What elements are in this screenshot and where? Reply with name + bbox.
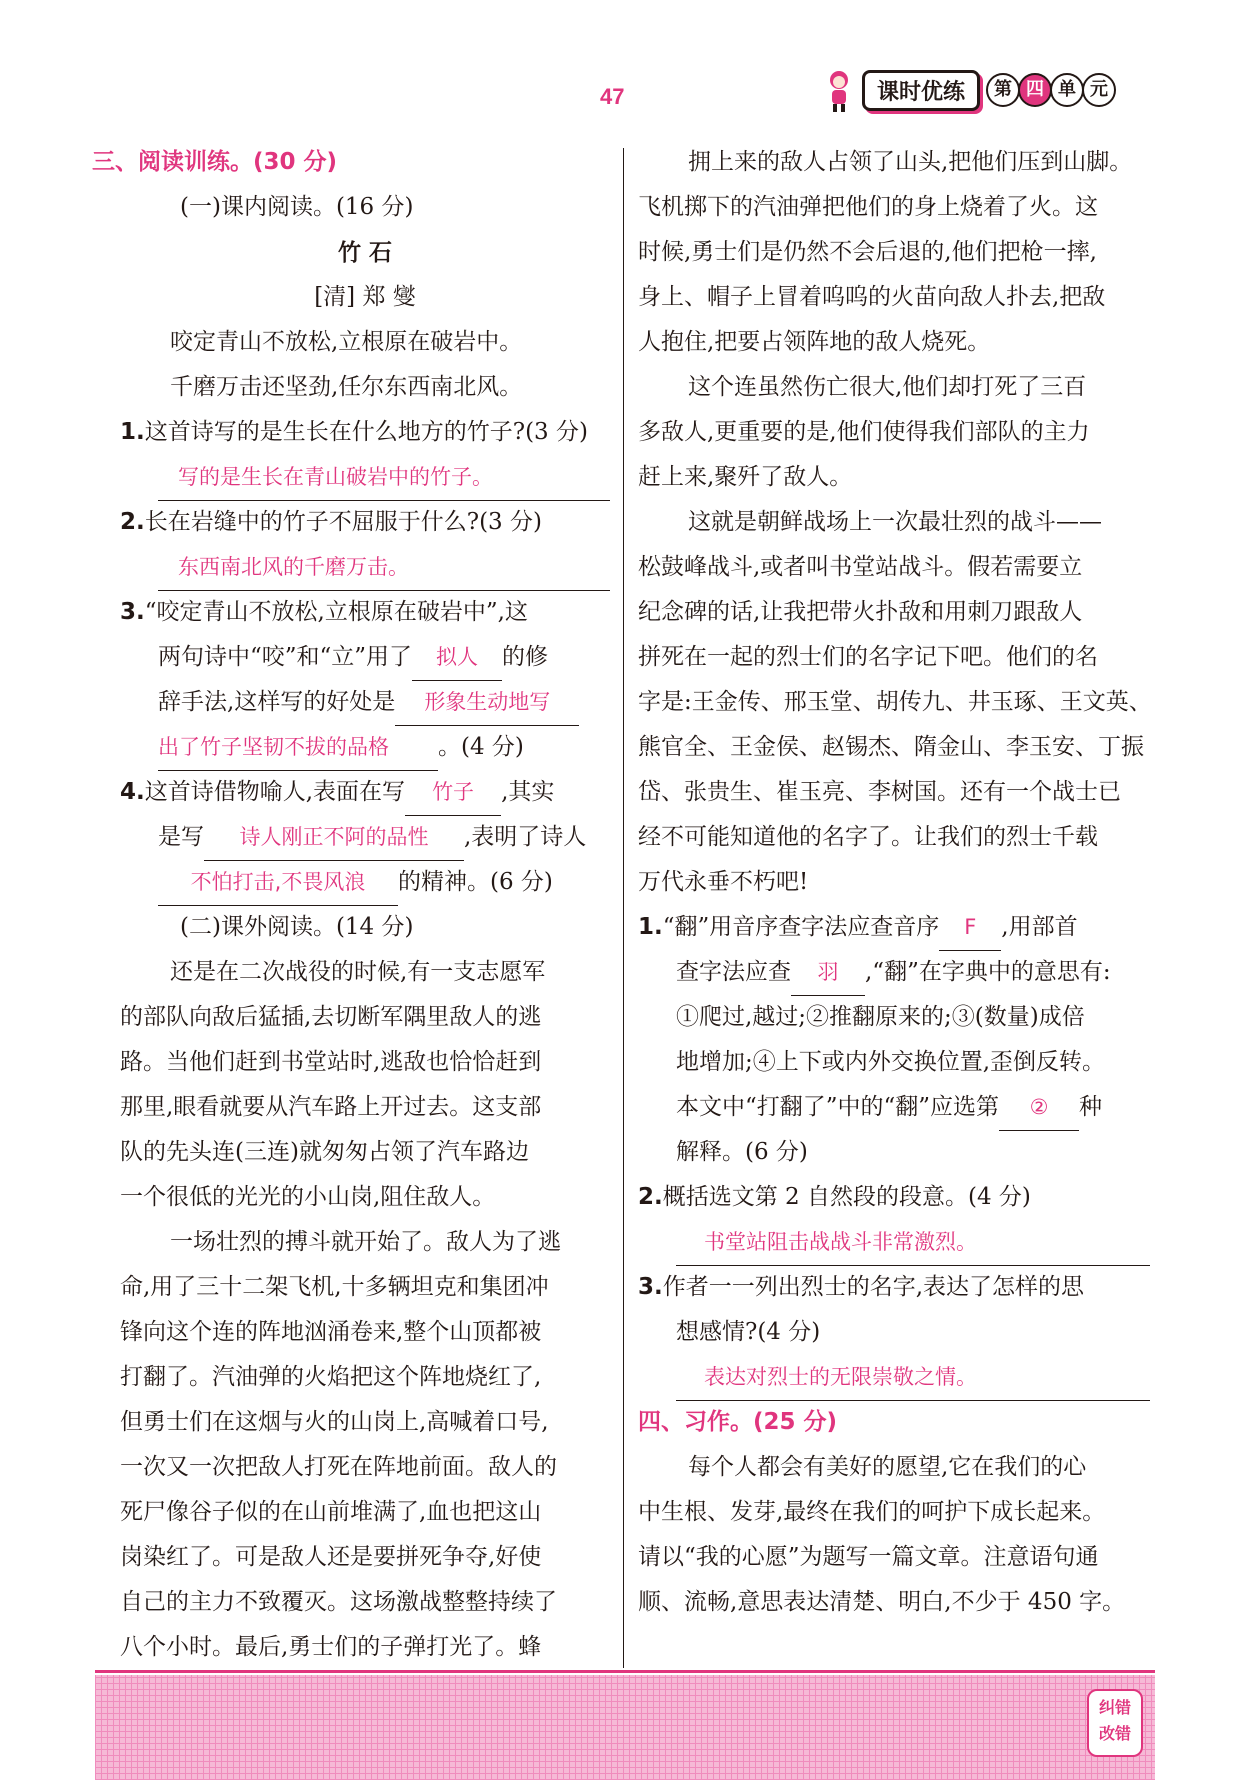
section4-title: 四、习作。(25 分) bbox=[638, 1409, 838, 1435]
unit-char: 单 bbox=[1050, 73, 1084, 107]
answer-2[interactable]: 东西南北风的千磨万击。 bbox=[158, 545, 610, 591]
question-text: “咬定青山不放松,立根原在破岩中”,这 bbox=[144, 599, 528, 625]
unit-char: 第 bbox=[986, 73, 1020, 107]
answer-blank[interactable]: 不怕打击,不畏风浪 bbox=[158, 860, 398, 906]
question-text: 辞手法,这样写的好处是 bbox=[158, 689, 396, 715]
part2-title: (二)课外阅读。(14 分) bbox=[180, 914, 414, 940]
passage-line: 身上、帽子上冒着呜呜的火苗向敌人扑去,把敌 bbox=[638, 284, 1106, 310]
writing-prompt-line: 顺、流畅,意思表达清楚、明白,不少于 450 字。 bbox=[638, 1589, 1126, 1615]
passage-line: 纪念碑的话,让我把带火扑敌和用刺刀跟敌人 bbox=[638, 599, 1083, 625]
column-divider bbox=[623, 148, 624, 1668]
passage-line: 但勇士们在这烟与火的山岗上,高喊着口号, bbox=[120, 1409, 549, 1435]
passage-line: 八个小时。最后,勇士们的子弹打光了。蜂 bbox=[120, 1634, 542, 1660]
passage-line: 拼死在一起的烈士们的名字记下吧。他们的名 bbox=[638, 644, 1098, 670]
question-text: “翻”用音序查字法应查音序 bbox=[662, 914, 940, 940]
answer-rq2[interactable]: 书堂站阻击战战斗非常激烈。 bbox=[676, 1220, 1150, 1266]
question-4 bbox=[120, 770, 610, 815]
question-text: 作者一一列出烈士的名字,表达了怎样的思 bbox=[662, 1274, 1085, 1300]
part1-title: (一)课内阅读。(16 分) bbox=[180, 194, 414, 220]
passage-line: 打翻了。汽油弹的火焰把这个阵地烧红了, bbox=[120, 1364, 542, 1390]
answer-blank[interactable]: 形象生动地写 bbox=[395, 680, 579, 726]
passage-line: 松鼓峰战斗,或者叫书堂站战斗。假若需要立 bbox=[638, 554, 1083, 580]
question-3 bbox=[120, 590, 610, 635]
passage-line: 熊官全、王金侯、赵锡杰、隋金山、李玉安、丁振 bbox=[638, 734, 1144, 760]
passage-line: 这个连虽然伤亡很大,他们却打死了三百 bbox=[688, 374, 1087, 400]
writing-prompt-line: 请以“我的心愿”为题写一篇文章。注意语句通 bbox=[638, 1544, 1099, 1570]
question-number: 2. bbox=[120, 509, 145, 535]
poem-author: [清] 郑 燮 bbox=[314, 284, 416, 310]
question-text: 的精神。(6 分) bbox=[398, 869, 553, 895]
passage-right bbox=[638, 140, 1150, 905]
question-text: 。(4 分) bbox=[438, 734, 524, 760]
passage-line: 飞机掷下的汽油弹把他们的身上烧着了火。这 bbox=[638, 194, 1098, 220]
passage-line: 字是:王金传、邢玉堂、胡传九、井玉琢、王文英、 bbox=[638, 689, 1152, 715]
question-text: ,“翻”在字典中的意思有: bbox=[865, 959, 1111, 985]
question-number: 3. bbox=[120, 599, 145, 625]
passage-line: 那里,眼看就要从汽车路上开过去。这支部 bbox=[120, 1094, 542, 1120]
passage-line: 万代永垂不朽吧! bbox=[638, 869, 809, 895]
answer-blank[interactable]: 拟人 bbox=[412, 635, 502, 681]
question-text: ,其实 bbox=[501, 779, 555, 805]
question-number: 1. bbox=[638, 914, 663, 940]
question-text: ①爬过,越过;②推翻原来的;③(数量)成倍 bbox=[676, 1004, 1085, 1030]
question-2 bbox=[120, 500, 610, 545]
question-text: 解释。(6 分) bbox=[676, 1139, 808, 1165]
passage-line: 经不可能知道他的名字了。让我们的烈士千载 bbox=[638, 824, 1098, 850]
footer-rule bbox=[95, 1670, 1155, 1673]
question-text: ,表明了诗人 bbox=[464, 824, 587, 850]
passage-line: 还是在二次战役的时候,有一支志愿军 bbox=[170, 959, 546, 985]
right-column bbox=[638, 140, 1150, 1625]
correction-stamp bbox=[1087, 1689, 1143, 1757]
unit-char: 四 bbox=[1018, 73, 1052, 107]
writing-prompt-line: 中生根、发芽,最终在我们的呵护下成长起来。 bbox=[638, 1499, 1106, 1525]
passage-line: 锋向这个连的阵地汹涌卷来,整个山顶都被 bbox=[120, 1319, 542, 1345]
writing-prompt-line: 每个人都会有美好的愿望,它在我们的心 bbox=[688, 1454, 1087, 1480]
question-text: 这首诗借物喻人,表面在写 bbox=[144, 779, 406, 805]
passage-line: 自己的主力不致覆灭。这场激战整整持续了 bbox=[120, 1589, 557, 1615]
question-text: 是写 bbox=[158, 824, 204, 850]
passage-line: 的部队向敌后猛插,去切断军隅里敌人的逃 bbox=[120, 1004, 542, 1030]
cartoon-girl-icon bbox=[820, 68, 858, 112]
question-number: 2. bbox=[638, 1184, 663, 1210]
question-1 bbox=[120, 410, 610, 455]
question-text: 想感情?(4 分) bbox=[676, 1319, 821, 1345]
passage-line: 拥上来的敌人占领了山头,把他们压到山脚。 bbox=[688, 149, 1133, 175]
question-text: 概括选文第 2 自然段的段意。(4 分) bbox=[662, 1184, 1031, 1210]
answer-blank[interactable]: 竹子 bbox=[405, 770, 501, 816]
passage-line: 一个很低的光光的小山岗,阻住敌人。 bbox=[120, 1184, 496, 1210]
question-number: 1. bbox=[120, 419, 145, 445]
passage-line: 岗染红了。可是敌人还是要拼死争夺,好使 bbox=[120, 1544, 542, 1570]
reading-question-1 bbox=[638, 905, 1150, 950]
poem-title: 竹 石 bbox=[337, 239, 392, 266]
passage-left bbox=[120, 950, 610, 1670]
question-text: 两句诗中“咬”和“立”用了 bbox=[158, 644, 413, 670]
page-number: 47 bbox=[600, 84, 625, 109]
question-text: 查字法应查 bbox=[676, 959, 791, 985]
passage-line: 人抱住,把要占领阵地的敌人烧死。 bbox=[638, 329, 991, 355]
reading-question-2 bbox=[638, 1175, 1150, 1220]
question-text: ,用部首 bbox=[1001, 914, 1078, 940]
passage-line: 赶上来,聚歼了敌人。 bbox=[638, 464, 853, 490]
series-banner bbox=[820, 68, 1116, 112]
passage-line: 死尸像谷子似的在山前堆满了,血也把这山 bbox=[120, 1499, 542, 1525]
stamp-text: 改错 bbox=[1098, 1724, 1131, 1743]
answer-blank[interactable]: 羽 bbox=[791, 950, 865, 996]
stamp-text: 纠错 bbox=[1098, 1698, 1131, 1717]
passage-line: 多敌人,更重要的是,他们使得我们部队的主力 bbox=[638, 419, 1090, 445]
question-number: 3. bbox=[638, 1274, 663, 1300]
answer-blank[interactable]: 诗人刚正不阿的品性 bbox=[204, 815, 464, 861]
passage-line: 队的先头连(三连)就匆匆占领了汽车路边 bbox=[120, 1139, 529, 1165]
passage-line: 这就是朝鲜战场上一次最壮烈的战斗—— bbox=[688, 509, 1102, 535]
footer-grid bbox=[95, 1675, 1155, 1780]
question-text: 本文中“打翻了”中的“翻”应选第 bbox=[676, 1094, 1000, 1120]
answer-blank[interactable]: 出了竹子坚韧不拔的品格 bbox=[158, 725, 438, 771]
answer-blank[interactable]: F bbox=[939, 905, 1001, 951]
left-column bbox=[92, 140, 610, 1670]
unit-label bbox=[988, 73, 1116, 107]
section3-title: 三、阅读训练。(30 分) bbox=[92, 149, 338, 175]
question-text: 的修 bbox=[502, 644, 549, 670]
answer-rq3[interactable]: 表达对烈士的无限崇敬之情。 bbox=[676, 1355, 1150, 1401]
passage-line: 一次又一次把敌人打死在阵地前面。敌人的 bbox=[120, 1454, 557, 1480]
question-number: 4. bbox=[120, 779, 145, 805]
question-text: 地增加;④上下或内外交换位置,歪倒反转。 bbox=[676, 1049, 1106, 1075]
answer-1[interactable]: 写的是生长在青山破岩中的竹子。 bbox=[158, 455, 610, 501]
passage-line: 命,用了三十二架飞机,十多辆坦克和集团冲 bbox=[120, 1274, 549, 1300]
question-text: 这首诗写的是生长在什么地方的竹子?(3 分) bbox=[144, 419, 588, 445]
reading-question-3 bbox=[638, 1265, 1150, 1310]
poem-line: 千磨万击还坚劲,任尔东西南北风。 bbox=[170, 374, 523, 400]
passage-line: 时候,勇士们是仍然不会后退的,他们把枪一摔, bbox=[638, 239, 1097, 265]
answer-blank[interactable]: ② bbox=[999, 1085, 1079, 1131]
unit-char: 元 bbox=[1082, 73, 1116, 107]
passage-line: 路。当他们赶到书堂站时,逃敌也恰恰赶到 bbox=[120, 1049, 542, 1075]
question-text: 种 bbox=[1079, 1094, 1103, 1120]
passage-line: 岱、张贵生、崔玉亮、李树国。还有一个战士已 bbox=[638, 779, 1121, 805]
series-title: 课时优练 bbox=[862, 70, 980, 111]
question-text: 长在岩缝中的竹子不屈服于什么?(3 分) bbox=[144, 509, 542, 535]
passage-line: 一场壮烈的搏斗就开始了。敌人为了逃 bbox=[170, 1229, 561, 1255]
poem-line: 咬定青山不放松,立根原在破岩中。 bbox=[170, 329, 523, 355]
